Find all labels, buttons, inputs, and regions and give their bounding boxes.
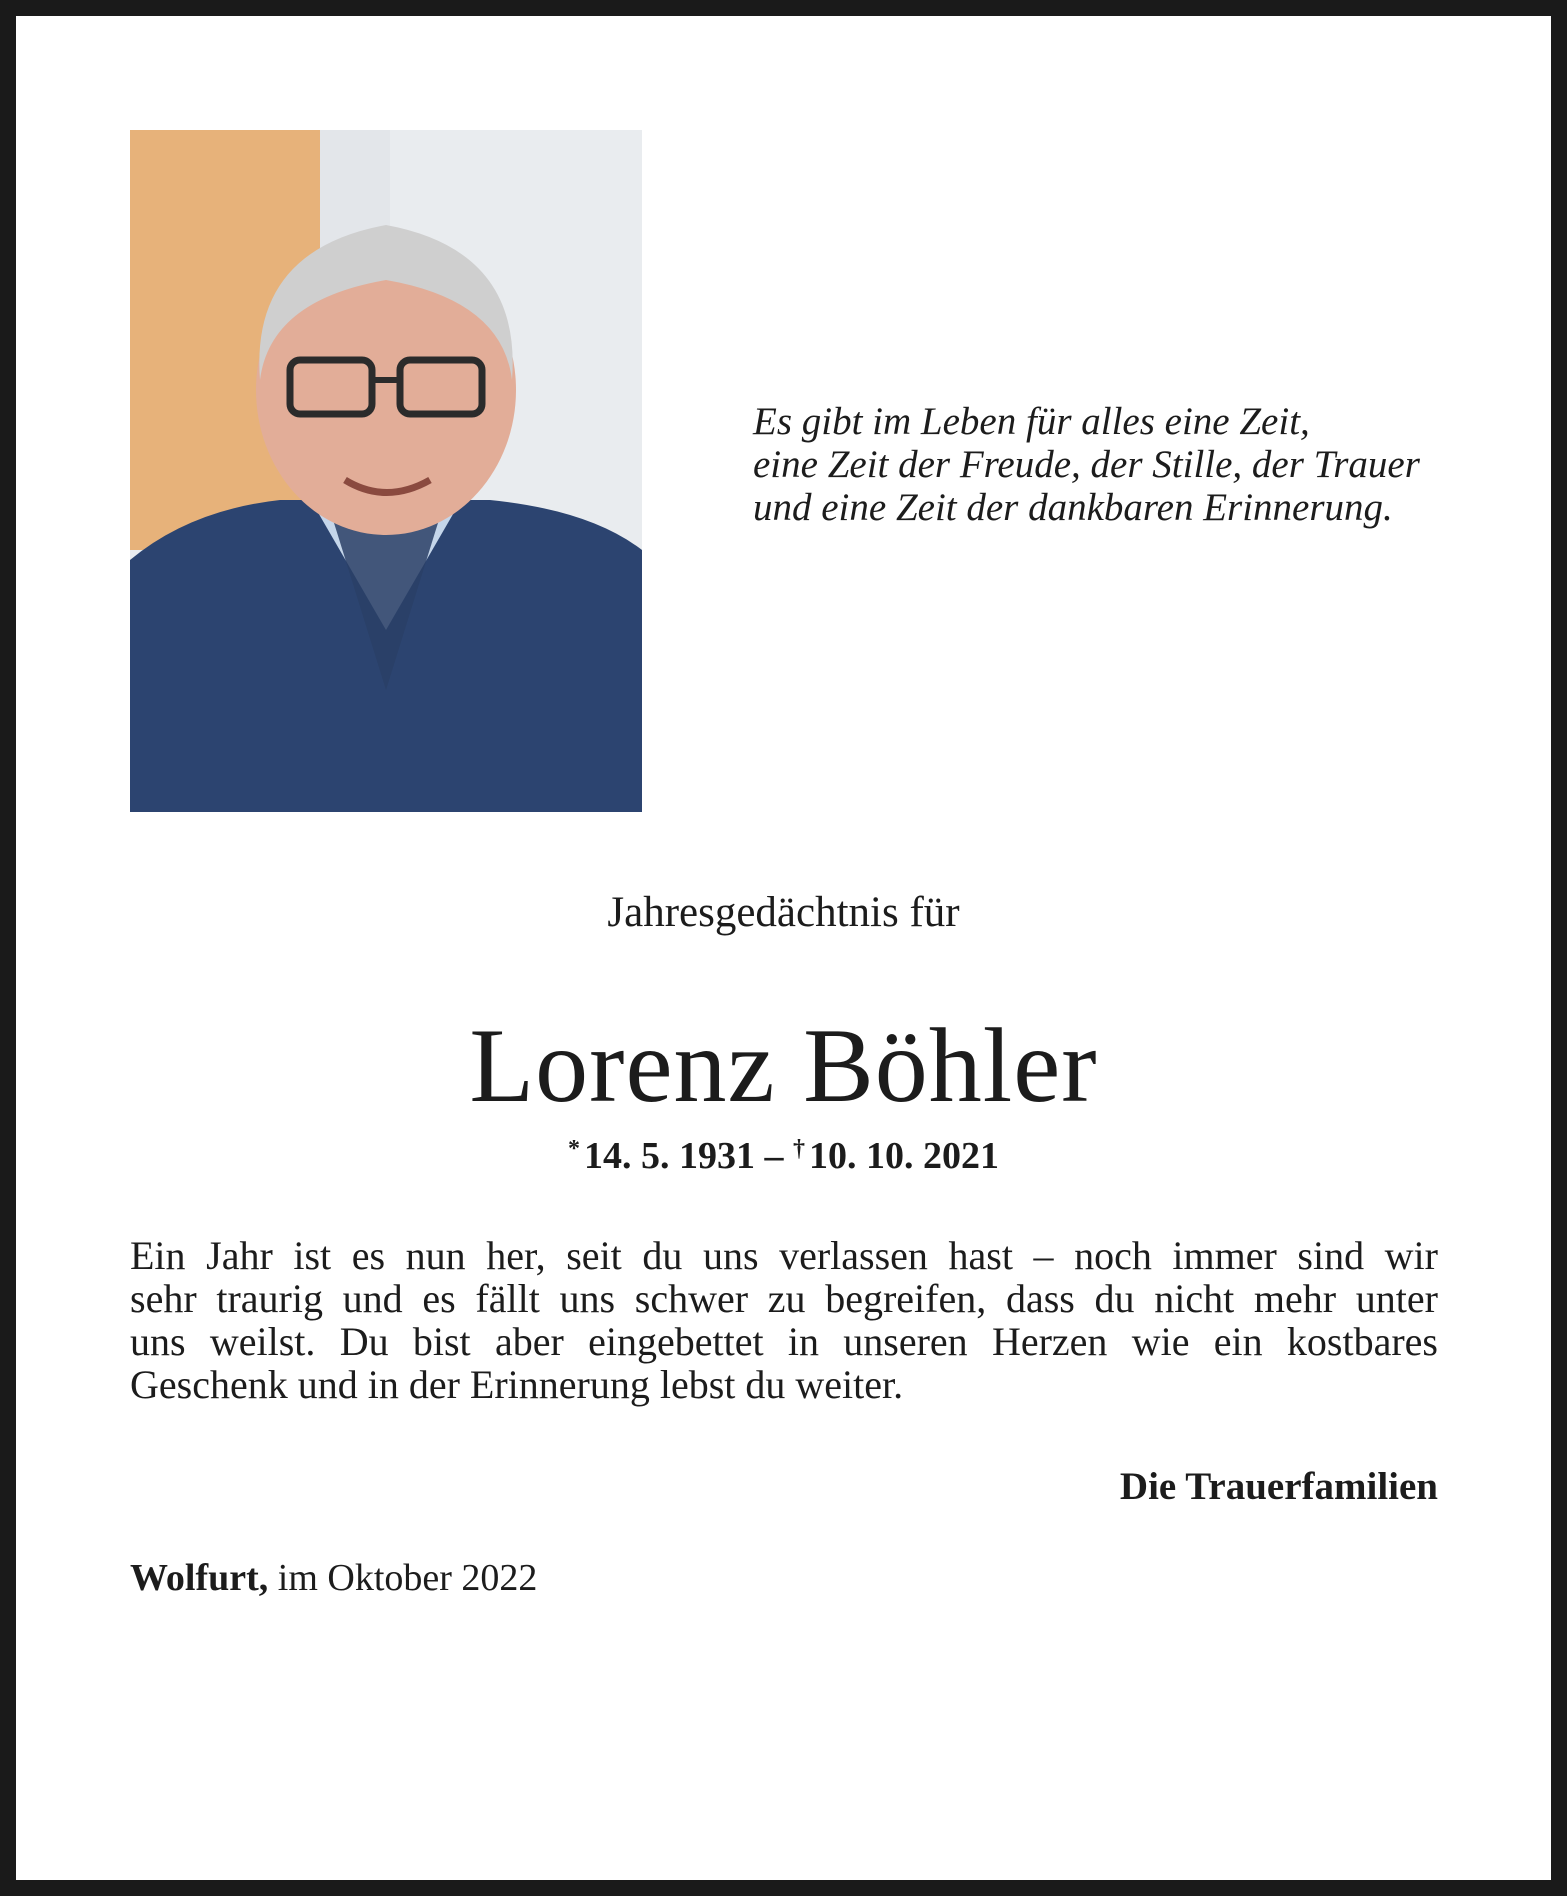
death-symbol: † — [793, 1136, 805, 1162]
obituary-card — [16, 16, 1551, 1880]
message-line: sehr traurig und es fällt uns schwer zu begreifen, dass du nicht mehr unter — [130, 1276, 1438, 1321]
quote — [753, 400, 1513, 529]
message-line: Geschenk und in der Erinnerung lebst du weiter. — [130, 1362, 904, 1407]
date-separator: – — [755, 1135, 793, 1177]
message-line: uns weilst. Du bist aber eingebettet in unseren Herzen wie ein kostbares — [130, 1319, 1438, 1364]
place-date: im Oktober 2022 — [268, 1557, 538, 1599]
deceased-name: Lorenz Böhler — [469, 1007, 1098, 1124]
place-and-date — [130, 1556, 537, 1600]
quote-line: Es gibt im Leben für alles eine Zeit, — [753, 400, 1310, 443]
birth-symbol: * — [568, 1136, 580, 1162]
death-date: 10. 10. 2021 — [809, 1135, 999, 1177]
life-dates — [16, 1134, 1551, 1178]
quote-line: und eine Zeit der dankbaren Erinnerung. — [753, 486, 1393, 529]
memorial-intro: Jahresgedächtnis für — [607, 889, 960, 936]
portrait-photo — [130, 130, 642, 812]
quote-line: eine Zeit der Freude, der Stille, der Trauer — [753, 443, 1420, 486]
signature: Die Trauerfamilien — [1119, 1465, 1438, 1508]
memorial-message — [130, 1234, 1438, 1406]
place-town: Wolfurt, — [130, 1557, 269, 1599]
birth-date: 14. 5. 1931 — [584, 1135, 755, 1177]
message-line: Ein Jahr ist es nun her, seit du uns verlassen hast – noch immer sind wir — [130, 1233, 1438, 1278]
portrait-illustration — [130, 130, 642, 812]
